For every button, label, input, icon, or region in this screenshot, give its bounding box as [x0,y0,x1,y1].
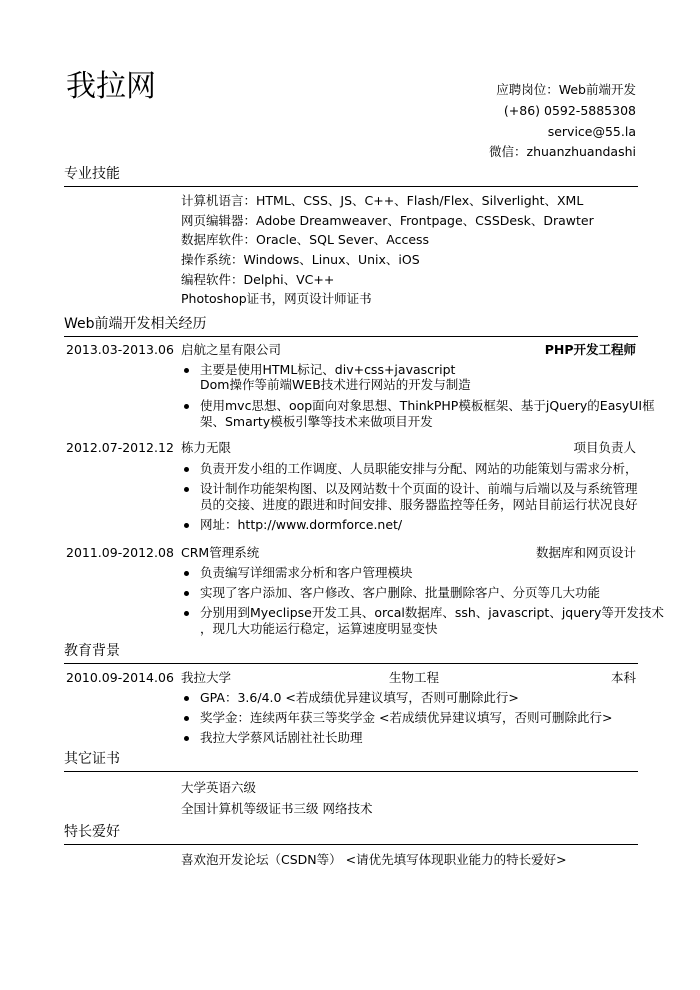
skill-item: 操作系统：Windows、Linux、Unix、iOS [181,252,420,267]
education-bullet-text: 奖学金：连续两年获三等奖学金 <若成绩优异建议填写，否则可删除此行> [200,710,613,725]
job-role: 项目负责人 [573,440,636,455]
job-bullet-text: 使用mvc思想、oop面向对象思想、ThinkPHP模板框架、基于jQuery的EasyUI框 [200,398,655,413]
section-heading-hobbies: 特长爱好 [64,822,638,845]
job-bullet-text: 负责开发小组的工作调度、人员职能安排与分配、网站的功能策划与需求分析， [200,461,638,476]
bullet-icon [184,585,189,601]
bullet-icon [184,690,189,706]
job-bullet-text: 主要是使用HTML标记、div+css+javascript [200,362,456,377]
skill-item: Photoshop证书，网页设计师证书 [181,291,372,306]
candidate-name: 我拉网 [66,69,156,104]
job-bullet-text: 分别用到Myeclipse开发工具、orcal数据库、ssh、javascript、jquery等开发技术 [200,605,664,620]
bullet-icon [184,730,189,746]
job-date: 2012.07-2012.12 [66,440,174,455]
section-heading-skills: 专业技能 [64,164,638,187]
section-heading-education: 教育背景 [64,641,638,664]
certificate-item: 全国计算机等级证书三级 网络技术 [181,801,373,816]
applied-position: 应聘岗位：Web前端开发 [496,82,636,97]
wechat-id: 微信：zhuanzhuandashi [489,144,636,159]
bullet-icon [184,398,189,414]
education-bullet-text: GPA：3.6/4.0 <若成绩优异建议填写，否则可删除此行> [200,690,519,705]
job-company: 栋力无限 [181,440,232,455]
bullet-icon [184,517,189,533]
bullet-icon [184,710,189,726]
job-date: 2011.09-2012.08 [66,545,174,560]
job-bullet-text: Dom操作等前端WEB技术进行网站的开发与制造 [200,377,471,392]
skill-item: 数据库软件：Oracle、SQL Sever、Access [181,232,430,247]
skill-item: 计算机语言：HTML、CSS、JS、C++、Flash/Flex、Silverlight、XML [181,193,584,208]
section-heading-certificates: 其它证书 [64,749,638,772]
bullet-icon [184,481,189,497]
skill-item: 网页编辑器：Adobe Dreamweaver、Frontpage、CSSDesk、Drawter [181,213,594,228]
bullet-icon [184,565,189,581]
section-heading-experience: Web前端开发相关经历 [64,314,638,337]
bullet-icon [184,362,189,378]
phone-number: (+86) 0592-5885308 [503,103,636,118]
job-company: 启航之星有限公司 [181,342,282,357]
job-role: PHP开发工程师 [544,342,636,357]
degree: 本科 [610,670,636,685]
education-bullet-text: 我拉大学蔡风话剧社社长助理 [200,730,363,745]
job-bullet-text: 实现了客户添加、客户修改、客户删除、批量删除客户、分页等几大功能 [200,585,601,600]
education-date: 2010.09-2014.06 [66,670,174,685]
job-bullet-text: ，现几大功能运行稳定，运算速度明显变快 [200,621,438,636]
hobby-text: 喜欢泡开发论坛（CSDN等） <请优先填写体现职业能力的特长爱好> [181,852,567,867]
bullet-icon [184,605,189,621]
major: 生物工程 [389,670,440,685]
skill-item: 编程软件：Delphi、VC++ [181,272,335,287]
website-link[interactable]: 网址：http://www.dormforce.net/ [200,517,403,532]
job-date: 2013.03-2013.06 [66,342,174,357]
job-company: CRM管理系统 [181,545,260,560]
job-bullet-text: 负责编写详细需求分析和客户管理模块 [200,565,413,580]
certificate-item: 大学英语六级 [181,780,257,795]
bullet-icon [184,461,189,477]
school-name: 我拉大学 [181,670,232,685]
job-role: 数据库和网页设计 [535,545,636,560]
email-address: service@55.la [547,124,636,139]
job-bullet-text: 员的交接、进度的跟进和时间安排、服务器监控等任务，网站目前运行状况良好 [200,497,638,512]
job-bullet-text: 架、Smarty模板引擎等技术来做项目开发 [200,414,433,429]
job-bullet-text: 设计制作功能架构图、以及网站数十个页面的设计、前端与后端以及与系统管理 [200,481,638,496]
